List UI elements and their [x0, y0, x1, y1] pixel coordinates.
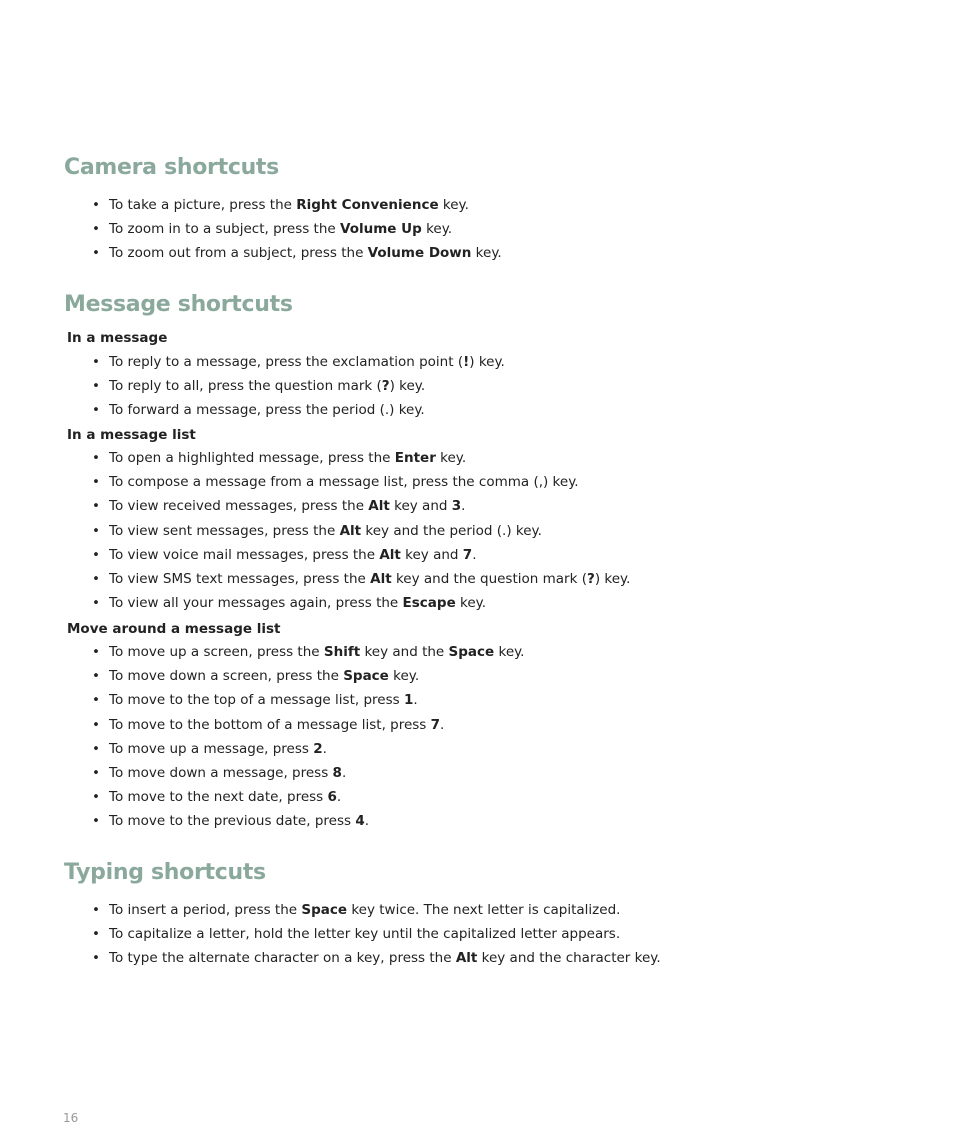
item-text: To view voice mail messages, press the	[109, 546, 380, 563]
list-item	[92, 449, 630, 473]
item-text: To type the alternate character on a key, press the	[109, 950, 456, 967]
list-item	[92, 497, 630, 521]
key-name: Volume Up	[340, 221, 422, 238]
item-text: To move to the top of a message list, press	[109, 692, 404, 709]
item-text: To view all your messages again, press the	[109, 595, 403, 612]
key-name: 7	[430, 716, 441, 733]
key-name: Escape	[402, 595, 456, 612]
key-name: Alt	[368, 498, 390, 515]
camera-shortcuts-heading: Camera shortcuts	[64, 155, 279, 180]
list-item	[92, 764, 524, 788]
item-text: key and the character key.	[477, 950, 661, 967]
key-name: Alt	[379, 546, 401, 563]
item-text: .	[322, 740, 327, 757]
key-name: 1	[403, 692, 414, 709]
item-text: To capitalize a letter, hold the letter key until the capitalized letter appears.	[109, 926, 621, 943]
bullet-icon: •	[92, 450, 100, 466]
list-item	[92, 377, 505, 401]
item-text: key.	[388, 668, 420, 685]
message-shortcuts-heading: Message shortcuts	[64, 292, 293, 317]
item-text: To move down a message, press	[109, 764, 333, 781]
item-text: .	[336, 789, 342, 806]
typing-shortcuts-heading: Typing shortcuts	[64, 860, 266, 885]
list-item	[92, 949, 661, 973]
list-item	[92, 740, 524, 764]
list-item	[92, 925, 661, 949]
list-item	[92, 901, 661, 925]
move-around-list	[92, 643, 524, 837]
item-text: key and the question mark (	[391, 570, 587, 587]
key-name: Shift	[323, 644, 361, 660]
bullet-icon: •	[92, 595, 100, 612]
list-item	[92, 570, 630, 594]
list-item	[92, 220, 502, 244]
item-text: .	[364, 813, 370, 830]
bullet-icon: •	[92, 378, 100, 395]
item-text: .	[472, 546, 477, 563]
item-text: key twice. The next letter is capitalized.	[347, 902, 621, 918]
move-around-subheading: Move around a message list	[67, 621, 281, 637]
list-item	[92, 788, 524, 812]
item-text: ) key.	[594, 570, 631, 587]
key-name: 4	[355, 813, 365, 830]
item-text: To move up a message, press	[109, 740, 314, 757]
item-text: To move up a screen, press the	[109, 644, 324, 660]
item-text: key and	[389, 498, 452, 515]
bullet-icon: •	[92, 522, 100, 539]
key-name: ?	[586, 570, 595, 587]
key-name: 2	[313, 740, 323, 757]
item-text: To move to the bottom of a message list, press	[109, 716, 431, 733]
list-item	[92, 546, 630, 570]
key-name: ?	[381, 378, 390, 395]
list-item	[92, 594, 630, 618]
key-name: Alt	[339, 522, 362, 539]
bullet-icon: •	[92, 950, 100, 967]
list-item	[92, 401, 505, 425]
key-name: !	[463, 354, 470, 370]
item-text: key and the	[360, 644, 449, 660]
item-text: To compose a message from a message list, press the comma (,) key.	[109, 474, 579, 491]
list-item	[92, 716, 524, 740]
list-item	[92, 667, 524, 691]
list-item	[92, 812, 524, 836]
item-text: To move down a screen, press the	[109, 668, 344, 685]
item-text: To open a highlighted message, press the	[109, 450, 395, 466]
item-text: key and	[400, 546, 463, 563]
item-text: .	[413, 692, 418, 709]
item-text: To move to the previous date, press	[109, 813, 356, 830]
item-text: To insert a period, press the	[109, 902, 302, 918]
item-text: key.	[455, 595, 487, 612]
bullet-icon: •	[92, 644, 100, 660]
bullet-icon: •	[92, 926, 100, 943]
item-text: key.	[438, 197, 469, 213]
key-name: Alt	[455, 950, 478, 967]
key-name: Volume Down	[367, 245, 472, 262]
key-name: Right Convenience	[296, 197, 439, 213]
item-text: key.	[435, 450, 467, 466]
bullet-icon: •	[92, 813, 100, 830]
item-text: key.	[421, 221, 453, 238]
bullet-icon: •	[92, 474, 100, 491]
item-text: To view sent messages, press the	[109, 522, 340, 539]
list-item	[92, 691, 524, 715]
key-name: 6	[327, 789, 337, 806]
bullet-icon: •	[92, 692, 100, 709]
key-name: Alt	[370, 570, 392, 587]
item-text: ) key.	[469, 354, 505, 370]
item-text: ) key.	[389, 378, 426, 395]
bullet-icon: •	[92, 716, 100, 733]
key-name: 7	[462, 546, 473, 563]
in-a-message-list-subheading: In a message list	[67, 427, 196, 443]
list-item	[92, 643, 524, 667]
item-text: .	[341, 764, 347, 781]
list-item	[92, 244, 502, 268]
item-text: .	[440, 716, 445, 733]
in-a-message-list	[92, 353, 505, 426]
bullet-icon: •	[92, 789, 100, 806]
bullet-icon: •	[92, 764, 100, 781]
item-text: key.	[494, 644, 525, 660]
list-item	[92, 522, 630, 546]
bullet-icon: •	[92, 546, 100, 563]
key-name: Space	[448, 644, 495, 660]
item-text: key.	[471, 245, 502, 262]
item-text: To view received messages, press the	[109, 498, 369, 515]
bullet-icon: •	[92, 902, 100, 918]
item-text: To forward a message, press the period (.) key.	[109, 402, 425, 419]
key-name: Space	[301, 902, 348, 918]
key-name: 3	[451, 498, 462, 515]
bullet-icon: •	[92, 498, 100, 515]
item-text: To reply to all, press the question mark (	[109, 378, 382, 395]
bullet-icon: •	[92, 402, 100, 419]
key-name: Enter	[394, 450, 436, 466]
item-text: To view SMS text messages, press the	[109, 570, 371, 587]
item-text: To zoom out from a subject, press the	[109, 245, 368, 262]
page-number: 16	[63, 1111, 79, 1125]
key-name: Space	[343, 668, 389, 685]
key-name: 8	[332, 764, 342, 781]
bullet-icon: •	[92, 197, 100, 213]
bullet-icon: •	[92, 570, 100, 587]
bullet-icon: •	[92, 221, 100, 238]
item-text: .	[461, 498, 466, 515]
camera-shortcuts-list	[92, 196, 502, 269]
list-item	[92, 196, 502, 220]
item-text: To zoom in to a subject, press the	[109, 221, 341, 238]
bullet-icon: •	[92, 354, 100, 370]
list-item	[92, 353, 505, 377]
message-list-shortcuts-list	[92, 449, 630, 618]
item-text: To take a picture, press the	[109, 197, 297, 213]
bullet-icon: •	[92, 740, 100, 757]
bullet-icon: •	[92, 245, 100, 262]
bullet-icon: •	[92, 668, 100, 685]
item-text: To move to the next date, press	[109, 789, 328, 806]
typing-shortcuts-list	[92, 901, 661, 974]
list-item	[92, 473, 630, 497]
item-text: To reply to a message, press the exclamation point (	[109, 354, 464, 370]
in-a-message-subheading: In a message	[67, 330, 168, 346]
item-text: key and the period (.) key.	[361, 522, 542, 539]
